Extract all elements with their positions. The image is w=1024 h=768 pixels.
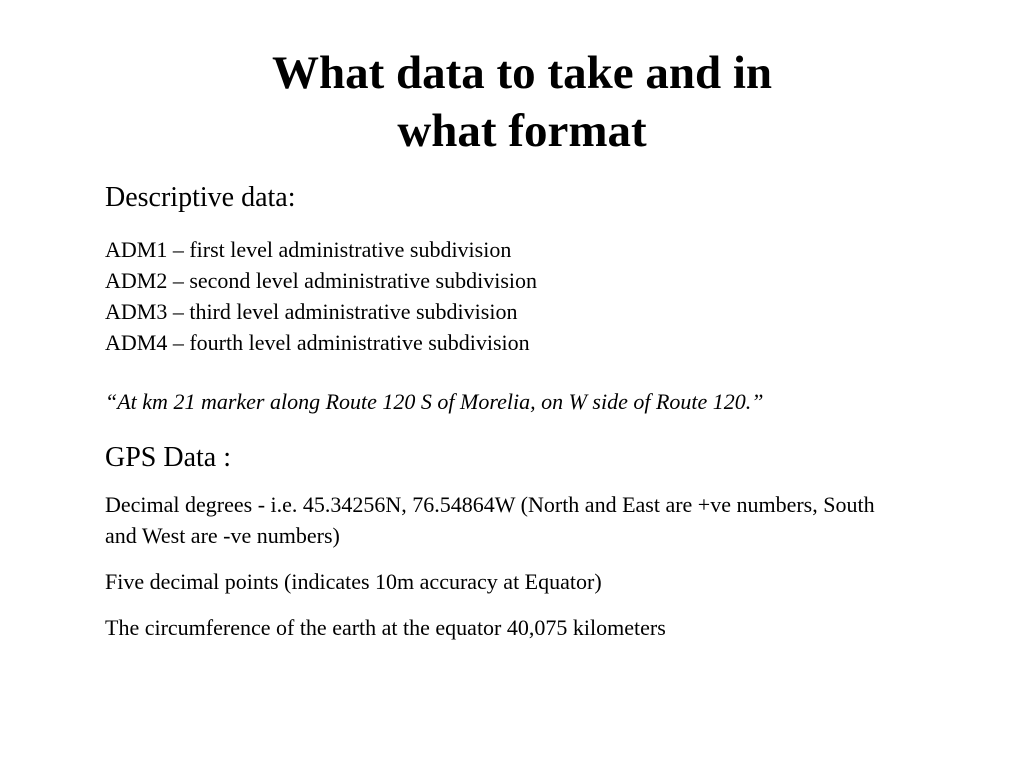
gps-paragraph-decimal-points: Five decimal points (indicates 10m accuracy at Equator) [105,569,602,594]
adm-item-1: ADM1 – first level administrative subdivision [105,237,512,262]
gps-data-heading: GPS Data : [105,442,231,473]
descriptive-data-heading: Descriptive data: [105,182,296,213]
adm-item-2: ADM2 – second level administrative subdivision [105,268,537,293]
slide-title-line-1: What data to take and in [271,47,773,99]
adm-item-4: ADM4 – fourth level administrative subdivision [105,330,530,355]
gps-paragraph-decimal-degrees: Decimal degrees - i.e. 45.34256N, 76.54864W (North and East are +ve numbers, South and West are -ve numbers) [105,492,875,548]
adm-item-3: ADM3 – third level administrative subdivision [105,299,518,324]
slide-title [0,44,1024,160]
adm-list [105,234,905,358]
slide-body [105,180,905,643]
gps-paragraph-circumference: The circumference of the earth at the equator 40,075 kilometers [105,615,666,640]
slide-title-line-2: what format [397,105,647,157]
location-quote: “At km 21 marker along Route 120 S of Morelia, on W side of Route 120.” [105,389,764,414]
